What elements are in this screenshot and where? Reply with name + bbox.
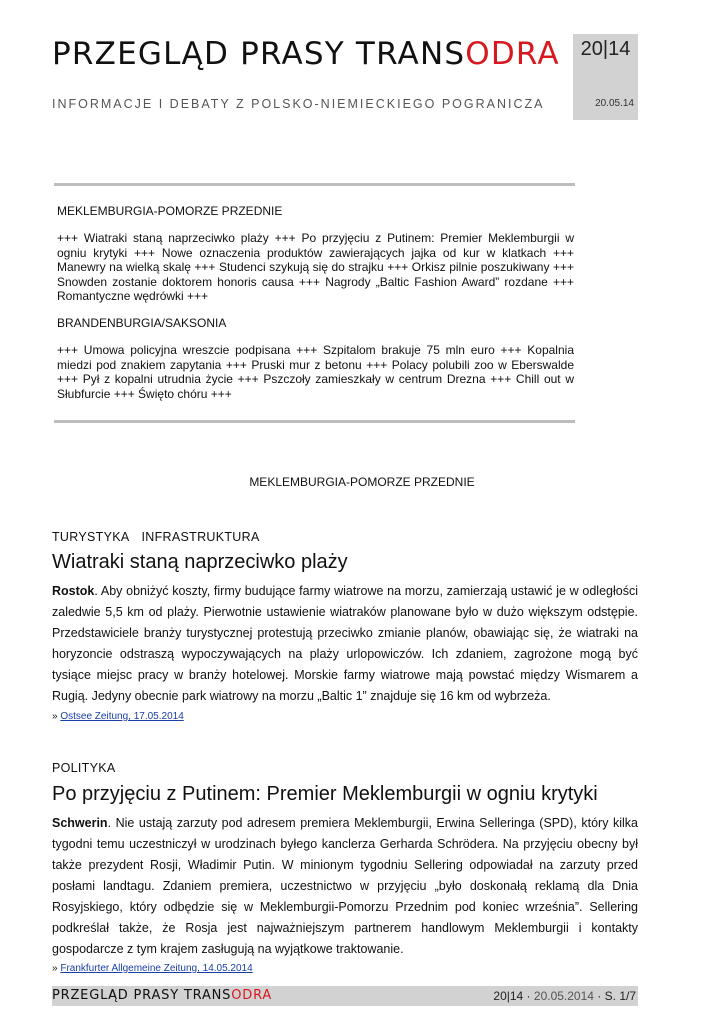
footer-page-number: S. 1/7 xyxy=(604,989,636,1003)
article-1-place: Rostok xyxy=(52,584,95,598)
article-2-place: Schwerin xyxy=(52,816,108,830)
masthead-title-black: PRZEGLĄD PRASY TRANS xyxy=(52,36,466,72)
summary-bottom-rule xyxy=(54,420,575,423)
footer-separator-2: · xyxy=(597,989,602,1003)
masthead-title-red: ODRA xyxy=(465,36,560,72)
article-1-tag-1: TURYSTYKA xyxy=(52,530,130,544)
summary-text-mv: +++ Wiatraki staną naprzeciwko plaży +++ Po przyjęciu z Putinem: Premier Meklemburgii w ogniu krytyki +++ Nowe oznaczenia produktów zawierających jajka od kur w klatkach +++ Manewry na wielką skalę +++ Studenci szykują się do strajku +++ Orkisz pilnie poszukiwany +++ Snowden zostanie doktorem honoris causa +++ Nagrody „Baltic Fashion Award” rozdane +++ Romantyczne wędrówki +++ xyxy=(57,231,574,303)
footer-title-red: ODRA xyxy=(231,988,273,1003)
footer-bar xyxy=(52,986,638,1006)
article-1-text: . Aby obniżyć koszty, firmy budujące farmy wiatrowe na morzu, zamierzają ustawić je w odległości zaledwie 5,5 km od plaży. Pierwotnie ustawienie wiatraków planowane było w dużo większym odstępie. Przedstawiciele branży turystycznej protestują przeciwko zmianie planów, obawiając się, że wiatraki na horyzoncie odstraszą wypoczywających na plaży urlopowiczów. Ich zdaniem, zagrożone mogą być tysiące miejsc pracy w branży hotelowej. Morskie farmy wiatrowe mają powstać między Wismarem a Rugią. Jedyny obecnie park wiatrowy na morzu „Baltic 1” znajduje się 16 km od wybrzeża. xyxy=(52,584,638,703)
article-1-tag-2: INFRASTRUKTURA xyxy=(141,530,260,544)
footer-meta xyxy=(493,989,636,1003)
article-2-tag-1: POLITYKA xyxy=(52,761,116,775)
section-heading: MEKLEMBURGIA-POMORZE PRZEDNIE xyxy=(249,475,475,489)
summary-heading-bb: BRANDENBURGIA/SAKSONIA xyxy=(57,316,227,330)
issue-box xyxy=(573,34,638,120)
issue-date: 20.05.14 xyxy=(595,98,634,109)
article-2-source-link[interactable]: Frankfurter Allgemeine Zeitung, 14.05.2014 xyxy=(60,963,253,974)
article-1-body xyxy=(52,581,638,707)
article-1-title: Wiatraki staną naprzeciwko plaży xyxy=(52,551,348,573)
article-1-tags xyxy=(52,530,272,544)
summary-text-bb: +++ Umowa policyjna wreszcie podpisana +++ Szpitalom brakuje 75 mln euro +++ Kopalnia miedzi pod znakiem zapytania +++ Pruski mur z betonu +++ Polacy polubili zoo w Eberswalde +++ Pył z kopalni utrudnia życie +++ Pszczoły zamieszkały w centrum Drezna +++ Chill out w Słubfurcie +++ Święto chóru +++ xyxy=(57,343,574,401)
masthead-subtitle: INFORMACJE I DEBATY Z POLSKO-NIEMIECKIEGO POGRANICZA xyxy=(52,97,545,111)
article-2-source-prefix: » xyxy=(52,963,58,974)
summary-top-rule xyxy=(54,183,575,186)
footer-date: 20.05.2014 xyxy=(533,989,594,1003)
issue-number: 20|14 xyxy=(580,38,631,60)
article-2-title: Po przyjęciu z Putinem: Premier Meklemburgii w ogniu krytyki xyxy=(52,783,598,805)
footer-issue: 20|14 xyxy=(493,989,524,1003)
article-1-source xyxy=(52,711,184,722)
footer-title xyxy=(52,988,272,1003)
summary-heading-mv: MEKLEMBURGIA-POMORZE PRZEDNIE xyxy=(57,204,283,218)
article-2-tags xyxy=(52,761,128,775)
masthead-title xyxy=(52,36,560,72)
article-1-source-link[interactable]: Ostsee Zeitung, 17.05.2014 xyxy=(60,711,184,722)
footer-title-black: PRZEGLĄD PRASY TRANS xyxy=(52,988,232,1003)
footer-separator-1: · xyxy=(526,989,531,1003)
article-1-source-prefix: » xyxy=(52,711,58,722)
article-2-text: . Nie ustają zarzuty pod adresem premiera Meklemburgii, Erwina Selleringa (SPD), który kilka tygodni temu uczestniczył w urodzinach byłego kanclerza Gerharda Schrödera. Na przyjęciu obecny był także prezydent Rosji, Władimir Putin. W minionym tygodniu Sellering odpowiadał na zarzuty przed posłami landtagu. Zdaniem premiera, uczestnictwo w przyjęciu „było doskonałą reklamą dla Dnia Rosyjskiego, który odbędzie się w Meklemburgii-Pomorzu Przednim pod koniec września”. Sellering podkreślał także, że Rosja jest najważniejszym partnerem handlowym Meklemburgii i kontakty gospodarcze z tym krajem zasługują na wyjątkowe traktowanie. xyxy=(52,816,638,956)
article-2-body xyxy=(52,813,638,960)
article-2-source xyxy=(52,963,253,974)
